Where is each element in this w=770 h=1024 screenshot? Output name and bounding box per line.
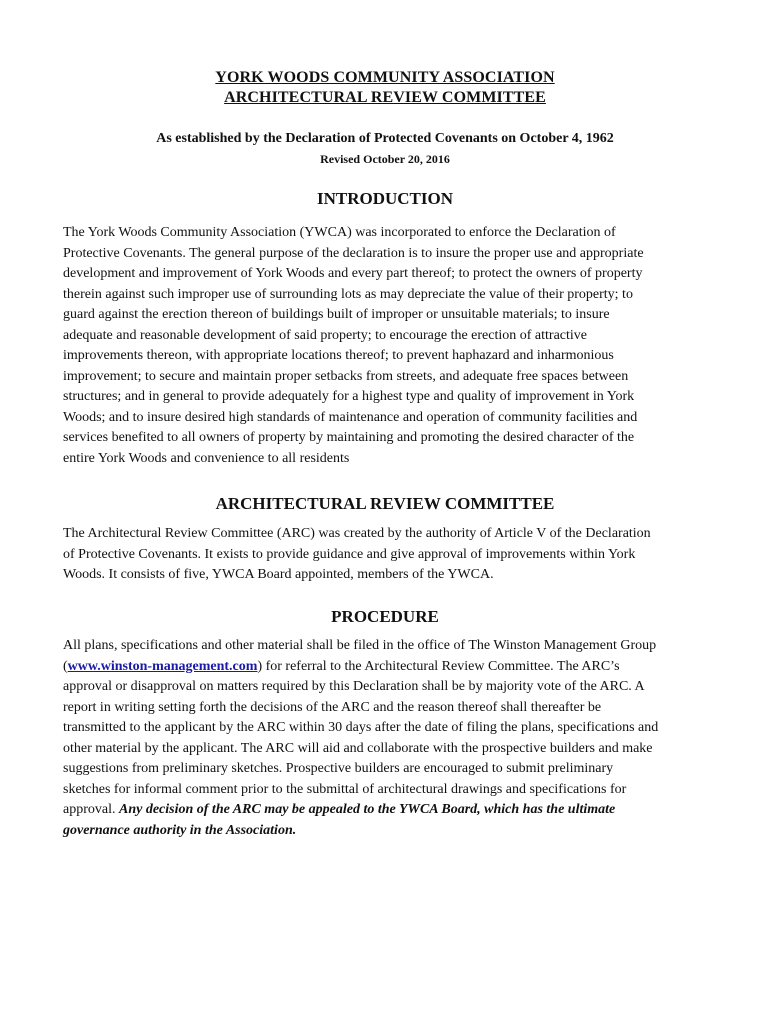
- approval-text: approval.: [63, 802, 119, 817]
- arc-paragraph: [63, 524, 723, 586]
- subtitle-established: As established by the Declaration of Protected Covenants on October 4, 1962: [156, 131, 614, 146]
- arc-line: Woods. It consists of five, YWCA Board appointed, members of the YWCA.: [63, 567, 494, 582]
- introduction-paragraph: [63, 223, 723, 469]
- procedure-line: transmitted to the applicant by the ARC within 30 days after the date of filing the plans, specifications and: [63, 720, 659, 735]
- procedure-line-approval: [63, 800, 723, 821]
- intro-line: structures; and in general to provide adequately for a highest type and quality of improvement in York: [63, 389, 635, 404]
- intro-line: Protective Covenants. The general purpose of the declaration is to insure the proper use and appropriate: [63, 245, 644, 261]
- intro-line: therein against such improper use of surrounding lots as may depreciate the value of their property; to: [63, 286, 633, 302]
- intro-line: guard against the erection thereon of buildings built of improper or unsuitable materials; to insure: [63, 307, 610, 322]
- procedure-line-rest: ) for referral to the Architectural Review Committee. The ARC’s: [257, 658, 620, 674]
- intro-line: improvements thereon, with appropriate locations thereof; to prevent haphazard and inharmonious: [63, 348, 614, 363]
- procedure-line: suggestions from preliminary sketches. Prospective builders are encouraged to submit preliminary: [63, 761, 614, 776]
- procedure-line: report in writing setting forth the decisions of the ARC and the reason thereof shall thereafter be: [63, 699, 602, 715]
- winston-management-link[interactable]: www.winston-management.com: [67, 658, 258, 674]
- procedure-line: other material by the applicant. The ARC will aid and collaborate with the prospective builders and make: [63, 740, 653, 756]
- document-title: [0, 68, 770, 108]
- intro-line: adequate and reasonable development of said property; to encourage the erection of attractive: [63, 327, 587, 343]
- procedure-line: sketches for informal comment prior to the submittal of architectural drawings and specifications for: [63, 781, 627, 797]
- procedure-line: All plans, specifications and other material shall be filed in the office of The Winston Management Group: [63, 638, 657, 653]
- intro-line: services benefited to all owners of property by maintaining and promoting the desired character of the: [63, 430, 635, 445]
- title-association: YORK WOODS COMMUNITY ASSOCIATION: [215, 69, 555, 86]
- intro-line: improvement; to secure and maintain proper setbacks from streets, and adequate free spaces between: [63, 368, 629, 384]
- intro-line: development and improvement of York Woods and every part thereof; to protect the owners of property: [63, 266, 643, 281]
- heading-architectural-review-committee: ARCHITECTURAL REVIEW COMMITTEE: [215, 494, 555, 513]
- arc-line: The Architectural Review Committee (ARC) was created by the authority of Article V of the Declaration: [63, 526, 651, 541]
- arc-line: of Protective Covenants. It exists to provide guidance and give approval of improvements within York: [63, 546, 636, 562]
- intro-line: The York Woods Community Association (YWCA) was incorporated to enforce the Declaration of: [63, 225, 616, 240]
- paren-open: (: [63, 658, 68, 674]
- heading-introduction: INTRODUCTION: [316, 189, 454, 208]
- title-committee: ARCHITECTURAL REVIEW COMMITTEE: [224, 89, 546, 106]
- heading-procedure: PROCEDURE: [331, 607, 439, 626]
- procedure-line-with-link: [63, 657, 723, 678]
- intro-line: Woods; and to insure desired high standards of maintenance and operation of community facilities and: [63, 409, 638, 425]
- procedure-line: approval or disapproval on matters required by this Declaration shall be by majority vote of the ARC. A: [63, 679, 645, 694]
- governance-emphasis: governance authority in the Association.: [63, 822, 297, 838]
- appeal-emphasis: Any decision of the ARC may be appealed to the YWCA Board, which has the ultimate: [118, 802, 616, 817]
- procedure-paragraph: [63, 636, 723, 841]
- intro-line: entire York Woods and convenience to all residents: [63, 450, 350, 466]
- revised-date: Revised October 20, 2016: [320, 152, 450, 166]
